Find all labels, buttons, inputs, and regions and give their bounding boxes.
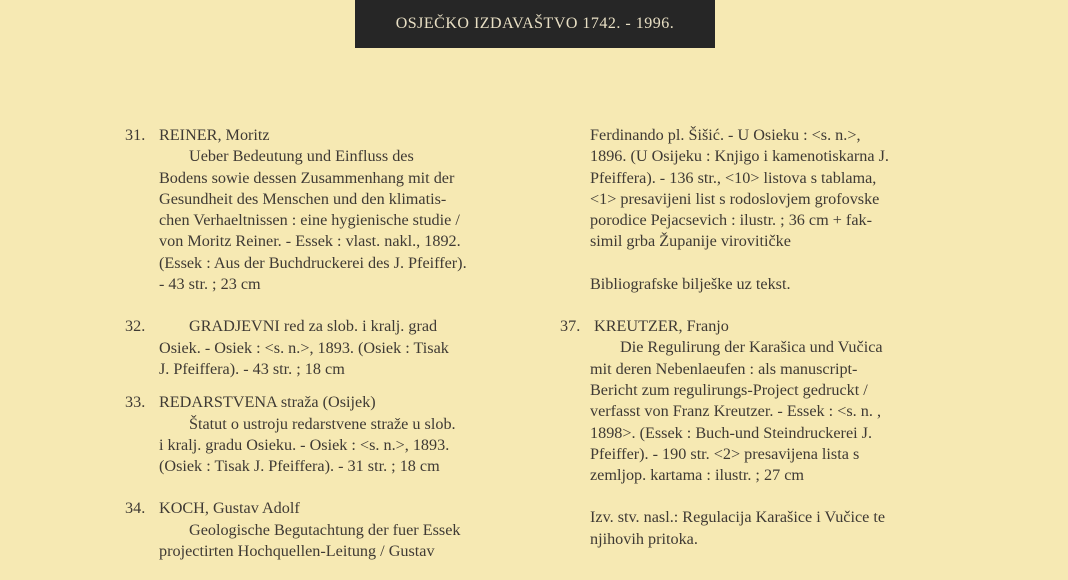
entry-continuation (590, 125, 946, 253)
entry-description (159, 414, 511, 478)
entry-author: REINER, Moritz (159, 126, 270, 144)
entry-line: Geologische Begutachtung der fuer Essek (189, 520, 461, 539)
entry-line: projectirten Hochquellen-Leitung / Gustav (159, 542, 435, 561)
entry-line: Pfeiffer). - 190 str. <2> presavijena lista s (590, 444, 860, 463)
left-column (125, 125, 511, 562)
entry-line: simil grba Županije virovitičke (590, 232, 791, 251)
entry-line: Pfeiffera). - 136 str., <10> listova s tablama, (590, 168, 877, 187)
entry-title: GRADJEVNI red za slob. i kralj. grad (189, 317, 438, 336)
entry-line: (Osiek : Tisak J. Pfeiffera). - 31 str. ; 18 cm (159, 457, 440, 476)
bibliography-entry (125, 125, 511, 295)
page-header-title: OSJEČKO IZDAVAŠTVO 1742. - 1996. (395, 15, 675, 32)
entry-description (590, 337, 946, 486)
entry-number: 32. (125, 317, 146, 336)
bibliography-entry (125, 498, 511, 562)
page-header-banner (355, 0, 715, 48)
entry-number: 37. (560, 317, 581, 336)
bibliography-entry (125, 316, 511, 380)
entry-line: Bodens sowie dessen Zusammenhang mit der (159, 168, 455, 187)
entry-author: KREUTZER, Franjo (594, 317, 729, 336)
entry-line: J. Pfeiffera). - 43 str. ; 18 cm (159, 359, 345, 378)
entry-line: Izv. stv. nasl.: Regulacija Karašice i Vučice te (590, 508, 886, 527)
entry-line: (Essek : Aus der Buchdruckerei des J. Pfeiffer). (159, 253, 467, 272)
entry-note (590, 274, 946, 295)
entry-author: KOCH, Gustav Adolf (159, 499, 300, 518)
right-column (560, 125, 946, 550)
entry-heading (125, 125, 511, 146)
entry-line: 1896. (U Osijeku : Knjigo i kamenotiskarna J. (590, 147, 889, 166)
entry-title: REDARSTVENA straža (Osijek) (159, 393, 376, 412)
entry-line: 1898>. (Essek : Buch-und Steindruckerei J. (590, 423, 873, 442)
entry-note (590, 507, 946, 550)
entry-line: Osiek. - Osiek : <s. n.>, 1893. (Osiek : Tisak (159, 338, 449, 357)
entry-line: njihovih pritoka. (590, 529, 698, 548)
entry-line: Gesundheit des Menschen und den klimatis- (159, 189, 447, 208)
entry-line: mit deren Nebenlaeufen : als manuscript- (590, 359, 858, 378)
entry-heading (125, 498, 511, 519)
entry-line: chen Verhaeltnissen : eine hygienische studie / (159, 211, 460, 230)
entry-line: Bericht zum regulirungs-Project gedruckt / (590, 380, 868, 399)
entry-heading (560, 316, 946, 337)
entry-line: porodice Pejacsevich : ilustr. ; 36 cm + fak- (590, 211, 872, 230)
entry-line: Ferdinando pl. Šišić. - U Osieku : <s. n.>, (590, 126, 861, 144)
entry-line: Ueber Bedeutung und Einfluss des (189, 147, 414, 166)
entry-line: <1> presavijeni list s rodoslovjem grofovske (590, 189, 880, 208)
entry-description (159, 338, 511, 381)
bibliography-entry (560, 316, 946, 486)
entry-description (159, 520, 511, 563)
entry-line: Die Regulirung der Karašica und Vučica (620, 338, 883, 357)
entry-line: von Moritz Reiner. - Essek : vlast. nakl., 1892. (159, 232, 461, 251)
entry-line: verfasst von Franz Kreutzer. - Essek : <s. n. , (590, 402, 881, 421)
entry-line: - 43 str. ; 23 cm (159, 275, 261, 294)
entry-heading (125, 316, 511, 337)
entry-number: 33. (125, 393, 146, 412)
entry-line: Štatut o ustroju redarstvene straže u slob. (189, 414, 456, 433)
entry-description (159, 146, 511, 295)
entry-line: zemljop. kartama : ilustr. ; 27 cm (590, 466, 804, 485)
entry-line: Bibliografske bilješke uz tekst. (590, 274, 791, 293)
entry-line: i kralj. gradu Osieku. - Osiek : <s. n.>, 1893. (159, 435, 450, 454)
bibliography-entry (125, 392, 511, 477)
entry-number: 31. (125, 126, 146, 144)
entry-heading (125, 392, 511, 413)
entry-number: 34. (125, 499, 146, 518)
